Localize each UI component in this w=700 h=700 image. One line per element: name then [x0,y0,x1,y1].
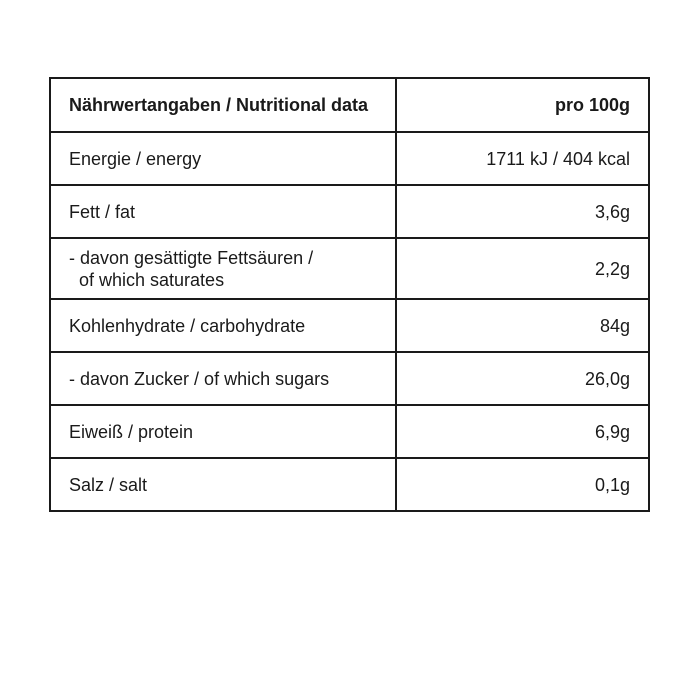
row-label: Salz / salt [50,458,396,511]
header-label: Nährwertangaben / Nutritional data [50,78,396,132]
table-header-row [50,78,649,132]
row-label: - davon Zucker / of which sugars [50,352,396,405]
table-row-energy [50,132,649,185]
row-value: 2,2g [396,238,649,299]
table-row-protein [50,405,649,458]
table-row-saturates [50,238,649,299]
row-label: Fett / fat [50,185,396,238]
row-label-line1: - davon gesättigte Fettsäuren / [69,247,314,268]
row-label-multiline [50,238,396,299]
row-label: Kohlenhydrate / carbohydrate [50,299,396,352]
row-value: 3,6g [396,185,649,238]
row-value: 1711 kJ / 404 kcal [396,132,649,185]
table-row-fat [50,185,649,238]
table-row-salt [50,458,649,511]
row-label: Eiweiß / protein [50,405,396,458]
table-row-sugars [50,352,649,405]
row-label-line2: of which saturates [79,269,225,290]
row-value: 6,9g [396,405,649,458]
table-row-carbohydrate [50,299,649,352]
header-value: pro 100g [396,78,649,132]
row-value: 26,0g [396,352,649,405]
nutrition-table [49,77,650,512]
row-value: 84g [396,299,649,352]
row-label: Energie / energy [50,132,396,185]
row-value: 0,1g [396,458,649,511]
